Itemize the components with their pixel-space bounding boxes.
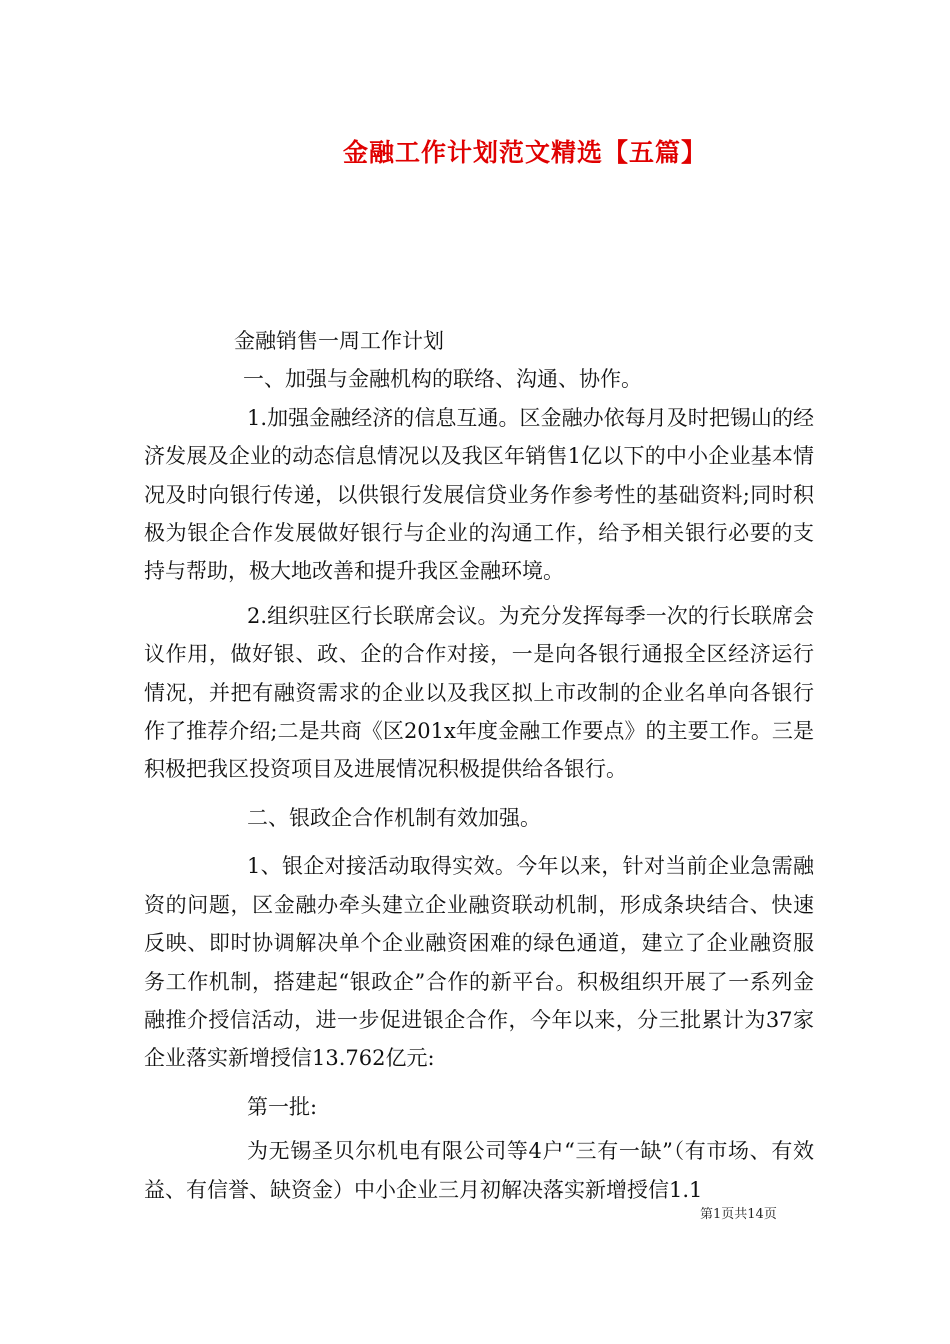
paragraph-2-1: 1、银企对接活动取得实效。今年以来，针对当前企业急需融资的问题，区金融办牵头建立企业融资联动机制，形成条块结合、快速反映、即时协调解决单个企业融资困难的绿色通道，建立了企业融资服务工作机制，搭建起“银政企”合作的新平台。积极组织开展了一系列金融推介授信活动，进一步促进银企合作，今年以来，分三批累计为37家企业落实新增授信13.762亿元:	[144, 854, 814, 1071]
page-footer: 第1页共14页	[700, 1207, 777, 1222]
document-title: 金融工作计划范文精选【五篇】	[342, 138, 707, 167]
paragraph-1-1: 1.加强金融经济的信息互通。区金融办依每月及时把锡山的经济发展及企业的动态信息情况以及我区年销售1亿以下的中小企业基本情况及时向银行传递，以供银行发展信贷业务作参考性的基础资料;同时积极为银企合作发展做好银行与企业的沟通工作，给予相关银行必要的支持与帮助，极大地改善和提升我区金融环境。	[144, 405, 814, 584]
document-body	[144, 322, 814, 1209]
batch-heading: 第一批:	[247, 1094, 318, 1119]
section-heading-2: 二、银政企合作机制有效加强。	[247, 805, 541, 830]
subtitle: 金融销售一周工作计划	[234, 329, 444, 353]
paragraph-batch-1: 为无锡圣贝尔机电有限公司等4户“三有一缺”（有市场、有效益、有信誉、缺资金）中小企业三月初解决落实新增授信1.1	[144, 1139, 814, 1202]
paragraph-1-2: 2.组织驻区行长联席会议。为充分发挥每季一次的行长联席会议作用，做好银、政、企的合作对接，一是向各银行通报全区经济运行情况，并把有融资需求的企业以及我区拟上市改制的企业名单向各银行作了推荐介绍;二是共商《区201x年度金融工作要点》的主要工作。三是积极把我区投资项目及进展情况积极提供给各银行。	[144, 603, 814, 782]
section-heading-1: 一、加强与金融机构的联络、沟通、协作。	[243, 367, 642, 392]
